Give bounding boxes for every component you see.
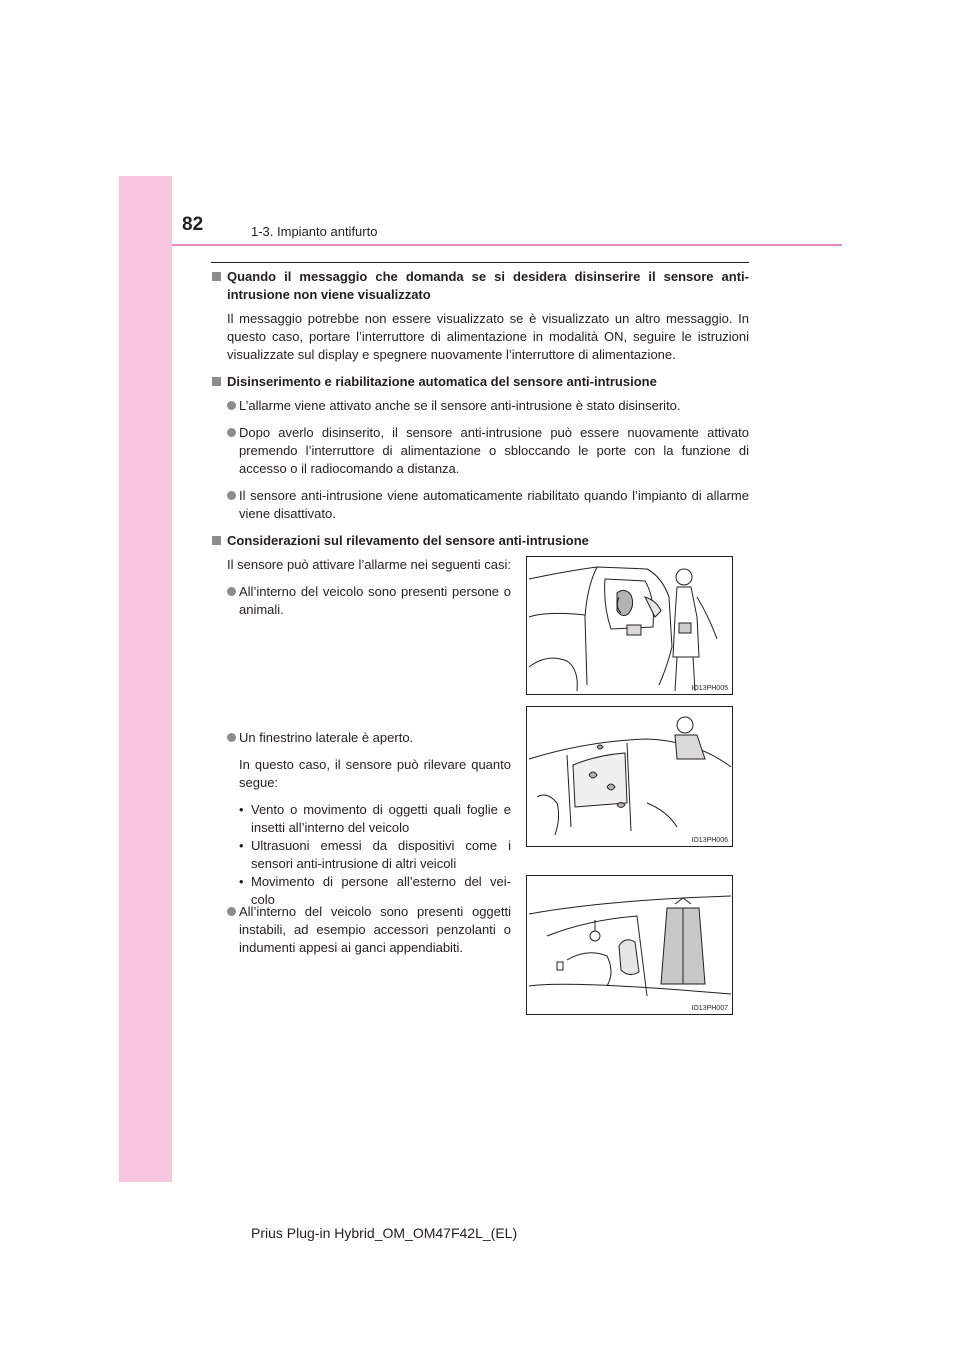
list-item: Dopo averlo disinserito, il sensore anti-intrusione può essere nuovamente attivato premendo l’interruttore di alimentazione o sbloccando le porte con la funzione di accesso o il radiocomando a distanza.: [211, 424, 749, 478]
round-bullet-icon: [227, 733, 236, 742]
square-bullet-icon: [212, 272, 221, 281]
list-item: All’interno del veicolo sono presenti persone o animali.: [211, 583, 511, 619]
round-bullet-icon: [227, 587, 236, 596]
footer-doc-id: Prius Plug-in Hybrid_OM_OM47F42L_(EL): [251, 1225, 518, 1241]
hanging-objects-illustration: [527, 876, 732, 1014]
figure-code: IO13PH005: [691, 685, 728, 692]
round-bullet-icon: [227, 401, 236, 410]
heading-disable-reenable: Disinserimento e riabilitazione automatica del sensore anti-intrusione: [211, 373, 749, 391]
page-number: 82: [182, 214, 204, 235]
heading-message-not-displayed: Quando il messaggio che domanda se si desidera disinserire il sensore anti-intrusione non viene visualizzato: [211, 268, 749, 304]
dog-in-car-illustration: [527, 557, 732, 694]
figure-hanging-objects: [526, 875, 733, 1015]
section-title: 1-3. Impianto antifurto: [251, 224, 378, 239]
list-item: • Movimento di persone all’esterno del vei-colo: [239, 874, 511, 907]
square-bullet-icon: [212, 377, 221, 386]
square-bullet-icon: [212, 536, 221, 545]
paragraph-intro: Il sensore può attivare l’allarme nei seguenti casi:: [227, 557, 511, 572]
paragraph-message: Il messaggio potrebbe non essere visualizzato se è visualizzato un altro messaggio. In questo caso, portare l’interruttore di alimentazione in modalità ON, seguire le istruzioni visualizzate sul display e spegnere nuovamente l’interruttore di alimentazione.: [227, 311, 749, 362]
list-item: Il sensore anti-intrusione viene automaticamente riabilitato quando l’impianto di allarme viene disattivato.: [211, 487, 749, 523]
figure-code: IO13PH007: [691, 1005, 728, 1012]
window-open-note: In questo caso, il sensore può rilevare quanto segue:: [239, 757, 511, 790]
window-open-list: [211, 801, 511, 909]
figure-window-open: [526, 706, 733, 847]
content-rule: [211, 262, 749, 263]
figure-code: IO13PH006: [691, 837, 728, 844]
list-item: Un finestrino laterale è aperto.: [211, 729, 511, 747]
round-bullet-icon: [227, 491, 236, 500]
list-item: All’interno del veicolo sono presenti oggetti instabili, ad esempio accessori penzolanti o indumenti appesi ai ganci appendiabiti.: [211, 903, 511, 957]
heading-detection-considerations: Considerazioni sul rilevamento del sensore anti-intrusione: [211, 532, 749, 550]
round-bullet-icon: [227, 428, 236, 437]
header-rule: [172, 244, 842, 246]
side-color-band: [119, 176, 172, 1182]
figure-dog-in-car: [526, 556, 733, 695]
window-open-illustration: [527, 707, 732, 846]
list-item: • Ultrasuoni emessi da dispositivi come i sensori anti-intrusione di altri veicoli: [239, 838, 511, 871]
list-item: • Vento o movimento di oggetti quali foglie e insetti all’interno del veicolo: [239, 802, 511, 835]
round-bullet-icon: [227, 907, 236, 916]
list-item: L’allarme viene attivato anche se il sensore anti-intrusione è stato disinserito.: [211, 397, 749, 415]
